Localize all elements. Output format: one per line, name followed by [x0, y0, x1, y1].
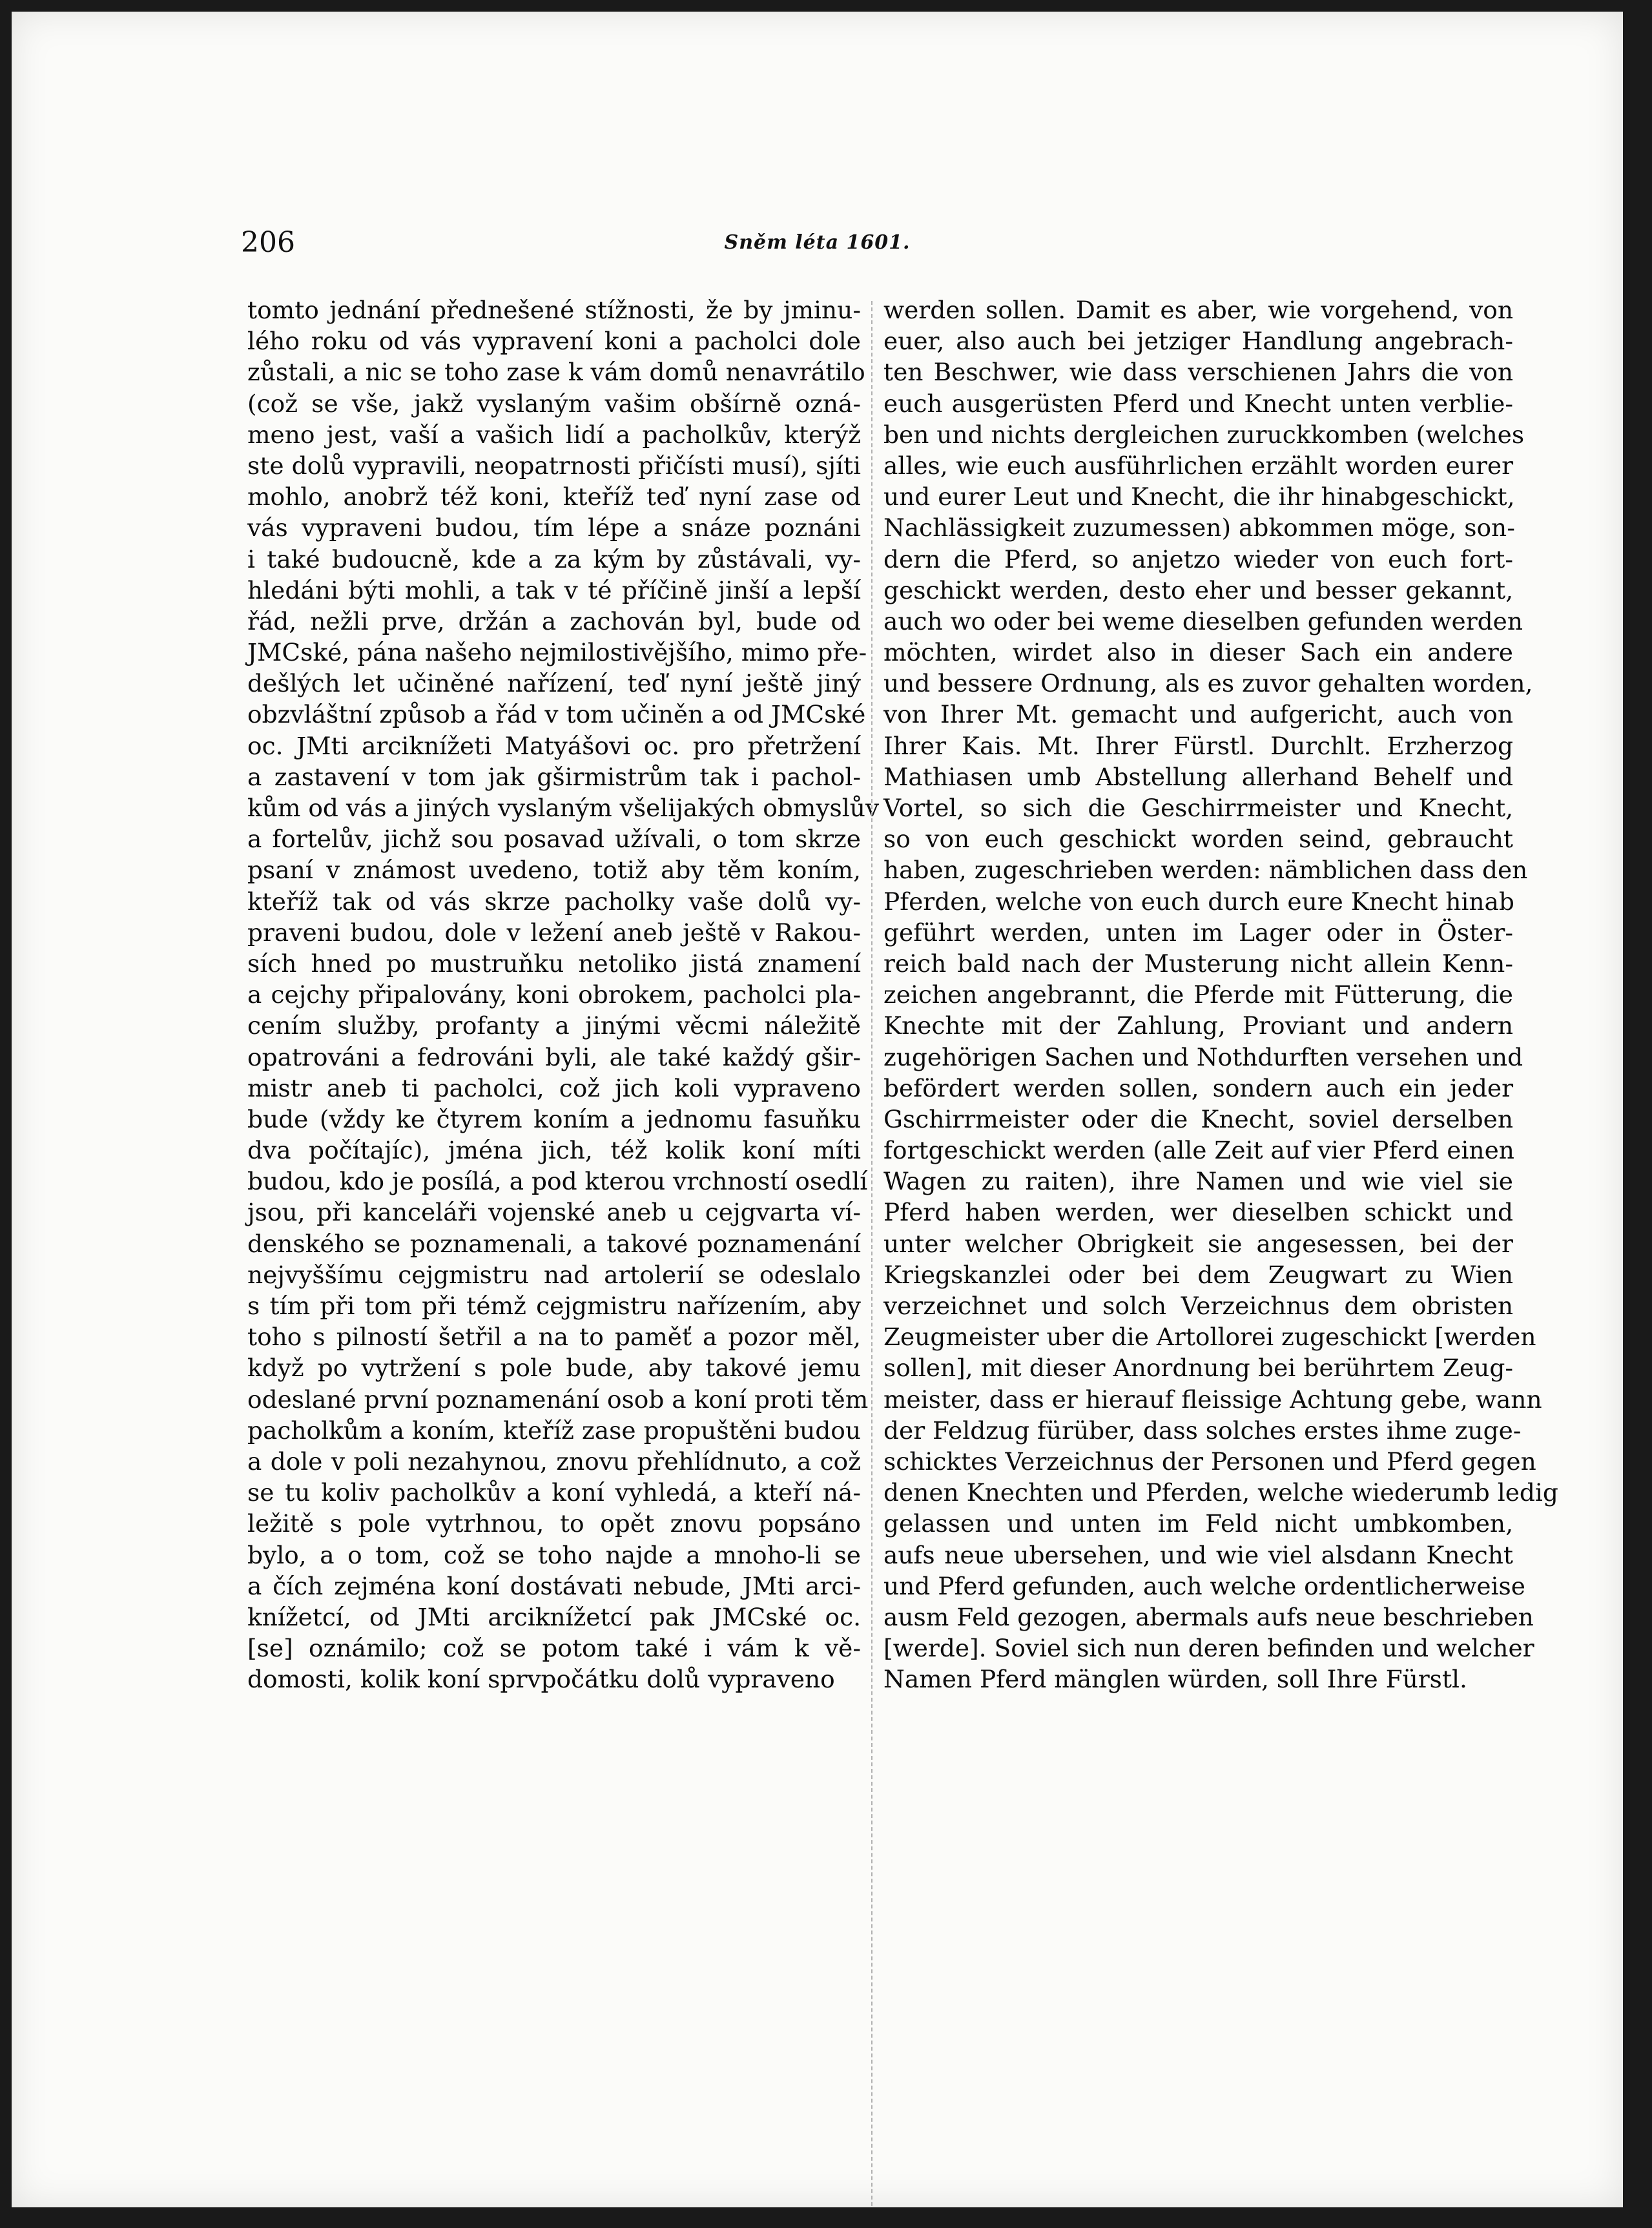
czech-text-line: a zastavení v tom jak gširmistrům tak i pachol- — [247, 762, 861, 791]
german-text-line: Gschirrmeister oder die Knecht, soviel derselben — [883, 1104, 1513, 1133]
german-text-line: von Ihrer Mt. gemacht und aufgericht, auch von — [883, 700, 1513, 729]
german-text-line: so von euch geschickt worden seind, gebraucht — [883, 825, 1513, 854]
german-text-line: Vortel, so sich die Geschirrmeister und Knecht, — [883, 794, 1513, 822]
czech-text-line: tomto jednání přednešené stížnosti, že by jminu- — [247, 296, 861, 324]
czech-text-line: opatrováni a fedrováni byli, ale také každý gšir- — [247, 1042, 861, 1071]
czech-text-line: denského se poznamenali, a takové poznamenání — [247, 1229, 861, 1258]
czech-text-line: toho s pilností šetřil a na to paměť a pozor měl, — [247, 1323, 861, 1352]
running-title: Sněm léta 1601. — [724, 231, 911, 254]
czech-text-line: ležitě s pole vytrhnou, to opět znovu popsáno — [247, 1509, 861, 1538]
german-text-line: Pferd haben werden, wer dieselben schickt und — [883, 1198, 1513, 1227]
german-text-line: sollen], mit dieser Anordnung bei berührtem Zeug- — [883, 1354, 1513, 1383]
czech-text-line: [se] oznámilo; což se potom také i vám k vě- — [247, 1634, 861, 1663]
czech-text-line: knížetcí, od JMti arciknížetcí pak JMCské oc. — [247, 1602, 861, 1631]
czech-text-line: oc. JMti arciknížeti Matyášovi oc. pro přetržení — [247, 731, 861, 760]
czech-text-line: a cejchy připalovány, koni obrokem, pacholci pla- — [247, 980, 861, 1009]
czech-text-line: lého roku od vás vypravení koni a pacholci dole — [247, 327, 861, 356]
czech-text-line: a dole v poli nezahynou, znovu přehlídnuto, a což — [247, 1447, 861, 1476]
german-text-line: denen Knechten und Pferden, welche wiederumb ledig — [883, 1478, 1558, 1507]
german-text-line: dern die Pferd, so anjetzo wieder von euch fort- — [883, 544, 1513, 573]
german-text-line: der Feldzug fürüber, dass solches erstes ihme zuge- — [883, 1416, 1522, 1445]
german-text-line: ten Beschwer, wie dass verschienen Jahrs die von — [883, 358, 1513, 387]
german-text-line: befördert werden sollen, sondern auch ein jeder — [883, 1073, 1513, 1102]
german-text-line: Nachlässigkeit zuzumessen) abkommen möge, son- — [883, 513, 1515, 542]
left-column-czech — [247, 294, 880, 1695]
czech-text-line: (což se vše, jakž vyslaným vašim obšírně ozná- — [247, 389, 861, 418]
german-text-line: verzeichnet und solch Verzeichnus dem obristen — [883, 1292, 1513, 1320]
czech-text-line: pacholkům a koním, kteříž zase propuštěni budou — [247, 1416, 861, 1445]
czech-text-line: cením služby, profanty a jinými věcmi náležitě — [247, 1011, 861, 1040]
german-text-line: auch wo oder bei weme dieselben gefunden werden — [883, 606, 1523, 635]
czech-text-line: vás vypraveni budou, tím lépe a snáze poznáni — [247, 513, 861, 542]
czech-text-line: řád, nežli prve, držán a zachován byl, bude od — [247, 606, 861, 635]
german-text-line: zeichen angebrannt, die Pferde mit Fütterung, die — [883, 980, 1513, 1009]
czech-text-line: kteříž tak od vás skrze pacholky vaše dolů vy- — [247, 887, 861, 916]
czech-text-line: s tím při tom při témž cejgmistru nařízením, aby — [247, 1292, 861, 1320]
czech-text-line: hledáni býti mohli, a tak v té příčině jinší a lepší — [247, 575, 861, 604]
german-text-line: Knechte mit der Zahlung, Proviant und andern — [883, 1011, 1513, 1040]
german-text-line: haben, zugeschrieben werden: nämblichen dass den — [883, 856, 1528, 885]
german-text-line: Kriegskanzlei oder bei dem Zeugwart zu Wien — [883, 1260, 1513, 1289]
german-text-line: zugehörigen Sachen und Nothdurften versehen und — [883, 1042, 1523, 1071]
german-text-line: Namen Pferd mänglen würden, soll Ihre Fürstl. — [883, 1665, 1467, 1694]
german-text-line: Mathiasen umb Abstellung allerhand Behelf und — [883, 762, 1513, 791]
czech-text-line: domosti, kolik koní sprvpočátku dolů vypraveno — [247, 1665, 835, 1694]
german-text-line: euch ausgerüsten Pferd und Knecht unten verblie- — [883, 389, 1513, 418]
german-text-line: schicktes Verzeichnus der Personen und Pferd gegen — [883, 1447, 1536, 1476]
scanned-page — [12, 12, 1623, 2207]
czech-text-line: jsou, při kanceláři vojenské aneb u cejgvarta ví- — [247, 1198, 861, 1227]
czech-text-line: když po vytržení s pole bude, aby takové jemu — [247, 1354, 861, 1383]
czech-text-line: se tu koliv pacholkův a koní vyhledá, a kteří ná- — [247, 1478, 861, 1507]
german-text-line: Pferden, welche von euch durch eure Knecht hinab — [883, 887, 1514, 916]
czech-text-line: psaní v známost uvedeno, totiž aby těm koním, — [247, 856, 861, 885]
czech-text-line: dešlých let učiněné nařízení, teď nyní ještě jiný — [247, 669, 861, 698]
column-divider — [871, 301, 872, 2207]
czech-text-line: ste dolů vypravili, neopatrnosti přičísti musí), sjíti — [247, 451, 861, 480]
german-text-line: euer, also auch bei jetziger Handlung angebrach- — [883, 327, 1513, 356]
czech-text-line: mistr aneb ti pacholci, což jich koli vypraveno — [247, 1073, 861, 1102]
czech-text-line: a fortelův, jichž sou posavad užívali, o tom skrze — [247, 825, 861, 854]
czech-text-line: bylo, a o tom, což se toho najde a mnoho-li se — [247, 1540, 861, 1569]
czech-text-line: sích hned po mustruňku netoliko jistá znamení — [247, 949, 861, 978]
czech-text-line: budou, kdo je posílá, a pod kterou vrchností osedlí — [247, 1167, 868, 1196]
german-text-line: aufs neue ubersehen, und wie viel alsdann Knecht — [883, 1540, 1513, 1569]
german-text-line: ben und nichts dergleichen zuruckkomben (welches — [883, 420, 1525, 449]
german-text-line: und eurer Leut und Knecht, die ihr hinabgeschickt, — [883, 482, 1515, 511]
german-text-line: fortgeschickt werden (alle Zeit auf vier Pferd einen — [883, 1136, 1514, 1165]
german-text-line: und Pferd gefunden, auch welche ordentlicherweise — [883, 1571, 1525, 1600]
german-text-line: unter welcher Obrigkeit sie angesessen, bei der — [883, 1229, 1513, 1258]
czech-text-line: meno jest, vaší a vašich lidí a pacholkův, kterýž — [247, 420, 861, 449]
czech-text-line: JMCské, pána našeho nejmilostivějšího, mimo pře- — [247, 638, 867, 667]
page-number: 206 — [241, 226, 295, 259]
german-text-line: werden sollen. Damit es aber, wie vorgehend, von — [883, 296, 1513, 324]
german-text-line: und bessere Ordnung, als es zuvor gehalten worden, — [883, 669, 1533, 698]
czech-text-line: nejvyššímu cejgmistru nad artolerií se odeslalo — [247, 1260, 861, 1289]
page-header — [12, 223, 1623, 262]
german-text-line: reich bald nach der Musterung nicht allein Kenn- — [883, 949, 1513, 978]
german-text-line: [werde]. Soviel sich nun deren befinden und welcher — [883, 1634, 1534, 1663]
german-text-line: Zeugmeister uber die Artollorei zugeschickt [werden — [883, 1323, 1536, 1352]
german-text-line: geführt werden, unten im Lager oder in Öster- — [883, 918, 1513, 947]
czech-text-line: i také budoucně, kde a za kým by zůstávali, vy- — [247, 544, 861, 573]
german-text-line: ausm Feld gezogen, abermals aufs neue beschrieben — [883, 1602, 1534, 1631]
german-text-line: gelassen und unten im Feld nicht umbkomben, — [883, 1509, 1513, 1538]
czech-text-line: odeslané první poznamenání osob a koní proti těm — [247, 1385, 869, 1414]
czech-text-line: obzvláštní způsob a řád v tom učiněn a od JMCské — [247, 700, 866, 729]
czech-text-line: bude (vždy ke čtyrem koním a jednomu fasuňku — [247, 1104, 861, 1133]
czech-text-line: mohlo, anobrž též koni, kteříž teď nyní zase od — [247, 482, 861, 511]
czech-text-line: dva počítajíc), jména jich, též kolik koní míti — [247, 1136, 861, 1165]
german-text-line: möchten, wirdet also in dieser Sach ein andere — [883, 638, 1513, 667]
german-text-line: meister, dass er hierauf fleissige Achtung gebe, wann — [883, 1385, 1542, 1414]
czech-text-line: praveni budou, dole v ležení aneb ještě v Rakou- — [247, 918, 861, 947]
czech-text-line: kům od vás a jiných vyslaným všelijakých obmyslův — [247, 794, 880, 822]
german-text-line: Wagen zu raiten), ihre Namen und wie viel sie — [883, 1167, 1513, 1196]
german-text-line: alles, wie euch ausführlichen erzählt worden eurer — [883, 451, 1513, 480]
czech-text-line: zůstali, a nic se toho zase k vám domů nenavrátilo — [247, 358, 865, 387]
german-text-line: Ihrer Kais. Mt. Ihrer Fürstl. Durchlt. Erzherzog — [883, 731, 1513, 760]
right-column-german — [883, 294, 1558, 1695]
czech-text-line: a čích zejména koní dostávati nebude, JMti arci- — [247, 1571, 861, 1600]
german-text-line: geschickt werden, desto eher und besser gekannt, — [883, 575, 1513, 604]
